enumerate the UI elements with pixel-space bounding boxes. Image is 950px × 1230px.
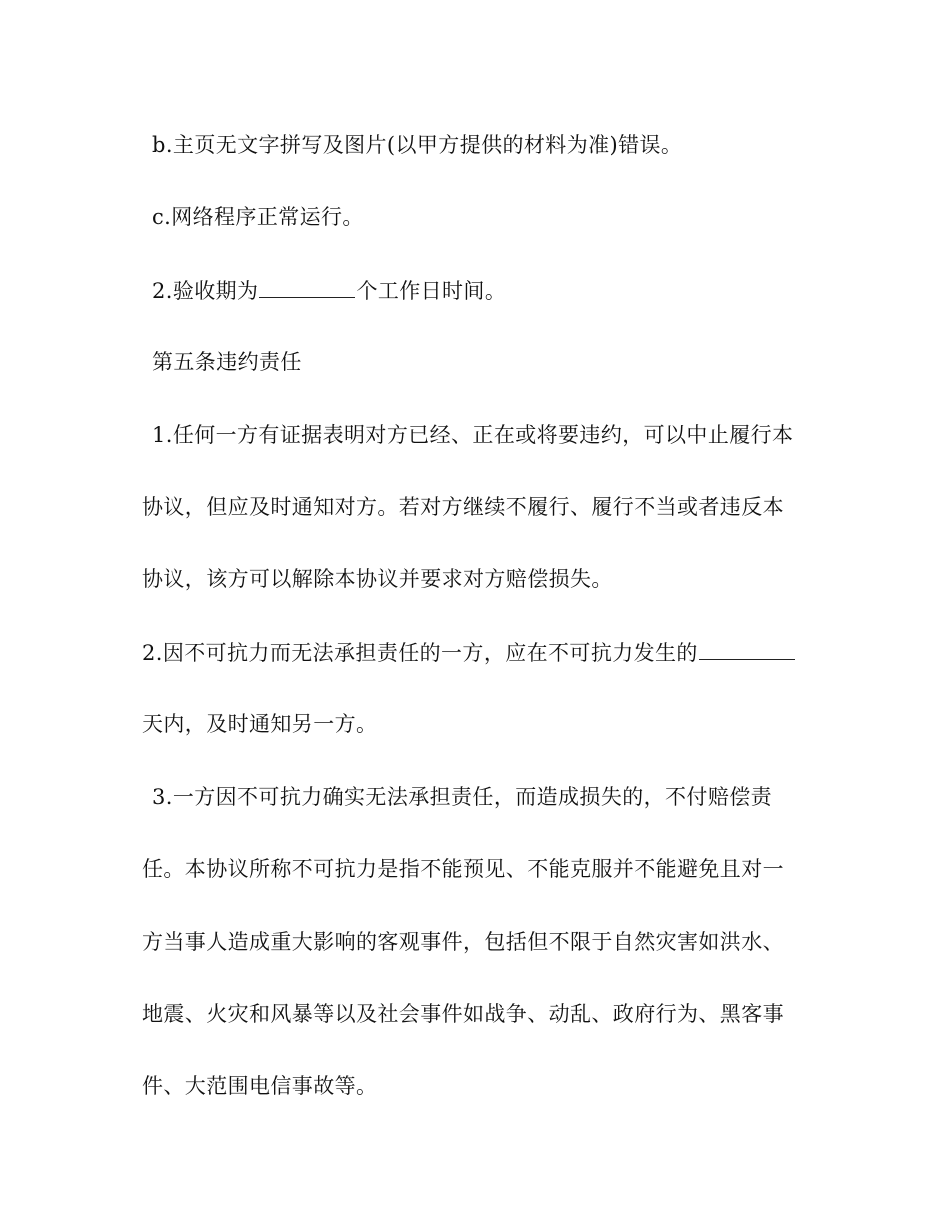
line-text: 1.任何一方有证据表明对方已经、正在或将要违约，可以中止履行本 [152,423,794,447]
line-text: 任。本协议所称不可抗力是指不能预见、不能克服并不能避免且对一 [142,857,784,881]
line-text: 地震、火灾和风暴等以及社会事件如战争、动乱、政府行为、黑客事 [142,1002,784,1026]
fill-in-blank [699,637,795,660]
text-line [142,999,784,1029]
text-line [142,564,613,594]
text-line [142,927,784,957]
text-line [142,1071,377,1101]
line-text: 2.验收期为 [152,279,259,303]
line-text: 方当事人造成重大影响的客观事件，包括但不限于自然灾害如洪水、 [142,930,784,954]
line-text: 协议，该方可以解除本协议并要求对方赔偿损失。 [142,567,613,591]
text-line [142,492,784,522]
section-heading [152,347,302,377]
text-line [152,202,364,232]
text-line [142,854,784,884]
text-line [152,275,506,305]
line-text: 个工作日时间。 [356,279,507,303]
text-line [152,130,682,160]
fill-in-blank [259,275,355,298]
line-text: b.主页无文字拼写及图片(以甲方提供的材料为准)错误。 [152,133,683,157]
line-text: 协议，但应及时通知对方。若对方继续不履行、履行不当或者违反本 [142,495,784,519]
heading-text: 第五条违约责任 [152,350,302,374]
text-line [152,420,793,450]
line-text: c.网络程序正常运行。 [152,205,364,229]
text-line [142,637,796,667]
line-text: 件、大范围电信事故等。 [142,1074,378,1098]
text-line [152,782,772,812]
line-text: 天内，及时通知另一方。 [142,712,378,736]
text-line [142,709,377,739]
line-text: 3.一方因不可抗力确实无法承担责任，而造成损失的，不付赔偿责 [152,785,773,809]
line-text: 2.因不可抗力而无法承担责任的一方，应在不可抗力发生的 [142,641,698,665]
